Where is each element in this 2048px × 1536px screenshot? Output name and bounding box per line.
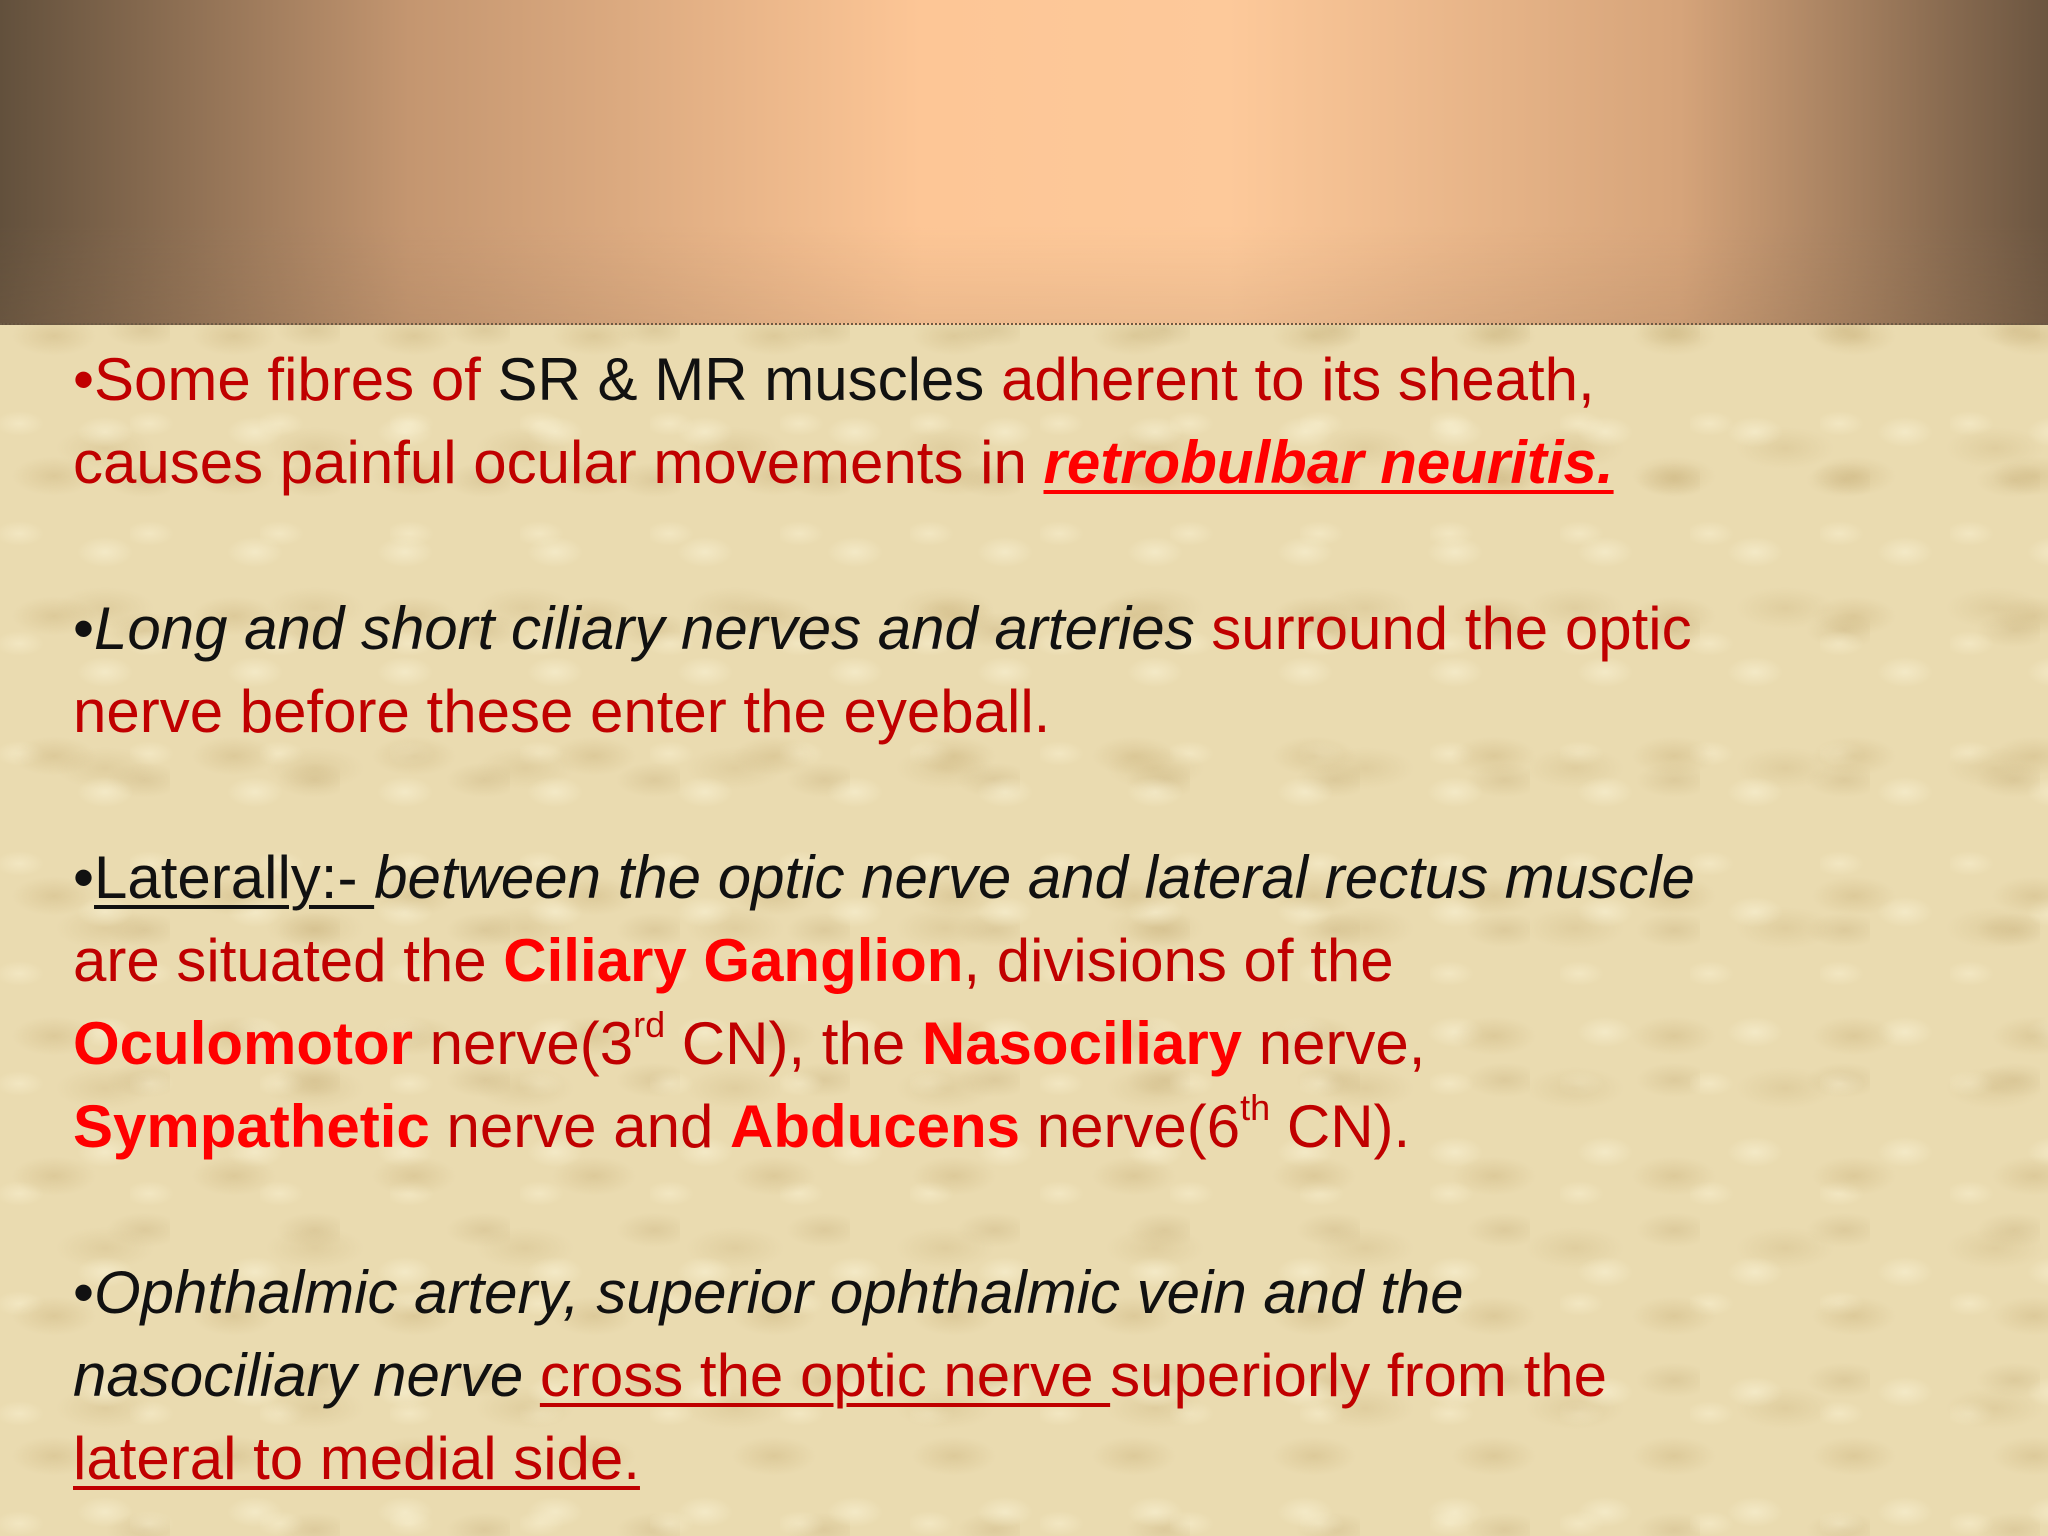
emphasis-retrobulbar-neuritis: retrobulbar neuritis. [1043, 429, 1614, 496]
text-run: , divisions of the [963, 927, 1394, 994]
text-run: nerve and [429, 1093, 730, 1160]
term-sympathetic: Sympathetic [73, 1093, 430, 1160]
bullet-marker: • [73, 844, 95, 911]
underlined-cross-optic-nerve: cross the optic nerve [539, 1342, 1111, 1409]
term-abducens: Abducens [730, 1093, 1021, 1160]
text-run: causes painful ocular movements in [73, 429, 1044, 496]
text-run: adherent to its sheath, [984, 346, 1595, 413]
text-run: Long and short ciliary nerves and arteries [94, 595, 1195, 662]
header-band [0, 0, 2048, 325]
text-run: Ophthalmic artery, superior ophthalmic vein and the [94, 1259, 1464, 1326]
text-run: are situated the [73, 927, 504, 994]
text-run: between the optic nerve and lateral rectus muscle [374, 844, 1695, 911]
text-run: nasociliary nerve [73, 1342, 540, 1409]
laterally-label: Laterally:- [94, 844, 375, 911]
text-run: CN), the [665, 1010, 922, 1077]
term-oculomotor: Oculomotor [73, 1010, 413, 1077]
text-run: nerve, [1242, 1010, 1426, 1077]
term-ciliary-ganglion: Ciliary Ganglion [503, 927, 964, 994]
superscript: rd [633, 1004, 666, 1045]
text-run: nerve(6 [1020, 1093, 1241, 1160]
text-run: superiorly from the [1110, 1342, 1607, 1409]
text-run: CN). [1270, 1093, 1411, 1160]
slide-body [73, 338, 2003, 1500]
text-run: SR & MR muscles [497, 346, 985, 413]
bullet-ophthalmic-artery [73, 1251, 2003, 1500]
bullet-marker: • [73, 595, 95, 662]
bullet-marker: • [73, 346, 95, 413]
text-run: nerve before these enter the eyeball. [73, 678, 1051, 745]
underlined-lateral-to-medial: lateral to medial side. [73, 1425, 640, 1492]
superscript: th [1240, 1087, 1271, 1128]
bullet-laterally [73, 836, 2003, 1168]
bullet-sheath-adhesion [73, 338, 2003, 504]
text-run: Some fibres of [94, 346, 498, 413]
text-run: nerve(3 [413, 1010, 634, 1077]
term-nasociliary: Nasociliary [921, 1010, 1243, 1077]
bullet-ciliary-nerves [73, 587, 2003, 753]
text-run: surround the optic [1194, 595, 1692, 662]
bullet-marker: • [73, 1259, 95, 1326]
